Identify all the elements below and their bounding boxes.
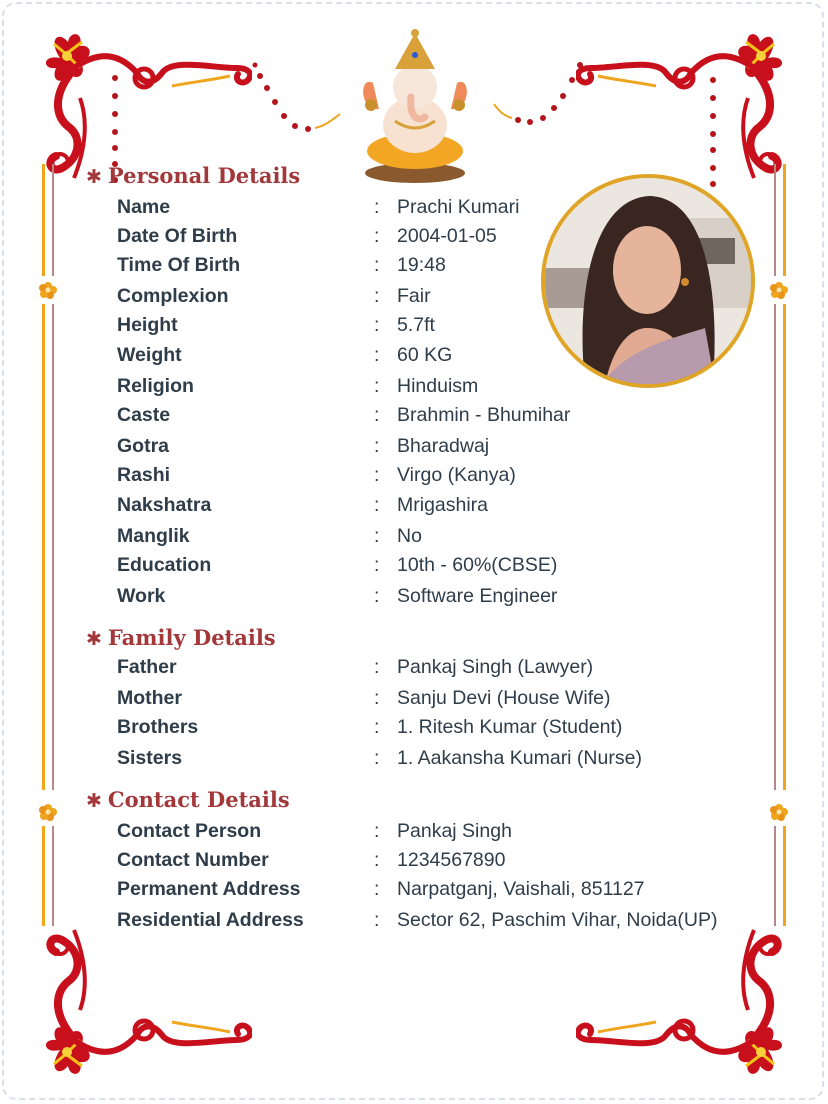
asterisk-bullet-icon: ✱: [86, 628, 102, 650]
section-title-text: Personal Details: [107, 163, 301, 188]
rosette-icon: [770, 281, 788, 299]
row-separator: :: [374, 849, 380, 871]
row-label: Gotra: [117, 435, 170, 457]
row-label: Permanent Address: [117, 878, 301, 900]
ganesha-idol-icon: [355, 25, 475, 185]
row-value: Mrigashira: [397, 494, 489, 516]
row-value: Pankaj Singh: [397, 820, 512, 842]
row-label: Complexion: [117, 285, 229, 307]
row-label: Height: [117, 314, 178, 336]
row-separator: :: [374, 196, 380, 218]
border-rail-right-thin: [774, 164, 776, 276]
section-title-text: Family Details: [107, 625, 276, 650]
row-label: Mother: [117, 687, 182, 709]
row-value: 5.7ft: [397, 314, 435, 336]
detail-row-contact-person: [117, 818, 757, 844]
row-separator: :: [374, 585, 380, 607]
row-separator: :: [374, 747, 380, 769]
border-rail-left: [42, 826, 45, 926]
border-rail-right-thin: [774, 826, 776, 926]
border-rail-right-thin: [774, 304, 776, 790]
detail-row-date-of-birth: [117, 223, 757, 249]
row-label: Father: [117, 656, 177, 678]
row-value: 1. Aakansha Kumari (Nurse): [397, 747, 642, 769]
row-separator: :: [374, 314, 380, 336]
row-label: Nakshatra: [117, 494, 212, 516]
detail-row-religion: [117, 373, 757, 399]
detail-row-name: [117, 194, 757, 220]
asterisk-bullet-icon: ✱: [86, 166, 102, 188]
row-value: 2004-01-05: [397, 225, 497, 247]
row-value: 10th - 60%(CBSE): [397, 554, 558, 576]
row-value: Brahmin - Bhumihar: [397, 404, 571, 426]
row-value: 1. Ritesh Kumar (Student): [397, 716, 623, 738]
row-value: Narpatganj, Vaishali, 851127: [397, 878, 645, 900]
row-separator: :: [374, 254, 380, 276]
row-separator: :: [374, 716, 380, 738]
row-label: Education: [117, 554, 212, 576]
section-title-text: Contact Details: [107, 787, 290, 812]
border-rail-right: [783, 164, 786, 276]
border-rail-left: [42, 164, 45, 276]
detail-row-permanent-address: [117, 876, 757, 902]
border-rail-left-thin: [52, 164, 54, 276]
row-separator: :: [374, 554, 380, 576]
border-rail-left-thin: [52, 304, 54, 790]
detail-row-time-of-birth: [117, 252, 757, 278]
row-separator: :: [374, 464, 380, 486]
row-label: Contact Person: [117, 820, 262, 842]
detail-row-caste: [117, 402, 757, 428]
row-value: 19:48: [397, 254, 446, 276]
row-label: Contact Number: [117, 849, 269, 871]
row-separator: :: [374, 375, 380, 397]
row-value: 1234567890: [397, 849, 506, 871]
row-label: Weight: [117, 344, 182, 366]
row-label: Manglik: [117, 525, 190, 547]
row-separator: :: [374, 435, 380, 457]
row-value: Prachi Kumari: [397, 196, 520, 218]
detail-row-height: [117, 312, 757, 338]
row-separator: :: [374, 494, 380, 516]
row-separator: :: [374, 285, 380, 307]
row-separator: :: [374, 878, 380, 900]
border-rail-left: [42, 304, 45, 790]
row-label: Sisters: [117, 747, 183, 769]
row-label: Rashi: [117, 464, 171, 486]
asterisk-bullet-icon: ✱: [86, 790, 102, 812]
row-separator: :: [374, 820, 380, 842]
section-title-contact-details: [86, 787, 290, 812]
row-value: Virgo (Kanya): [397, 464, 516, 486]
row-label: Brothers: [117, 716, 199, 738]
rosette-icon: [770, 803, 788, 821]
row-label: Caste: [117, 404, 171, 426]
border-rail-right: [783, 304, 786, 790]
detail-row-education: [117, 552, 757, 578]
row-value: Software Engineer: [397, 585, 558, 607]
row-separator: :: [374, 656, 380, 678]
row-separator: :: [374, 404, 380, 426]
row-value: No: [397, 525, 422, 547]
rosette-icon: [39, 803, 57, 821]
row-value: 60 KG: [397, 344, 453, 366]
row-separator: :: [374, 909, 380, 931]
row-value: Fair: [397, 285, 431, 307]
row-separator: :: [374, 344, 380, 366]
border-rail-left-thin: [52, 826, 54, 926]
detail-row-complexion: [117, 283, 757, 309]
row-value: Sanju Devi (House Wife): [397, 687, 611, 709]
detail-row-brothers: [117, 714, 757, 740]
detail-row-sisters: [117, 745, 757, 771]
row-value: Hinduism: [397, 375, 479, 397]
detail-row-manglik: [117, 523, 757, 549]
rosette-icon: [39, 281, 57, 299]
detail-row-gotra: [117, 433, 757, 459]
row-label: Work: [117, 585, 166, 607]
detail-row-rashi: [117, 462, 757, 488]
row-label: Name: [117, 196, 171, 218]
row-value: Pankaj Singh (Lawyer): [397, 656, 594, 678]
row-separator: :: [374, 525, 380, 547]
row-label: Time Of Birth: [117, 254, 241, 276]
detail-row-nakshatra: [117, 492, 757, 518]
section-title-family-details: [86, 625, 276, 650]
detail-row-contact-number: [117, 847, 757, 873]
detail-row-father: [117, 654, 757, 680]
detail-row-weight: [117, 342, 757, 368]
row-label: Religion: [117, 375, 194, 397]
bead-garland-right-icon: [480, 50, 730, 200]
row-value: Sector 62, Paschim Vihar, Noida(UP): [397, 909, 718, 931]
row-value: Bharadwaj: [397, 435, 490, 457]
row-label: Date Of Birth: [117, 225, 238, 247]
row-separator: :: [374, 687, 380, 709]
row-separator: :: [374, 225, 380, 247]
border-rail-right: [783, 826, 786, 926]
detail-row-work: [117, 583, 757, 609]
detail-row-mother: [117, 685, 757, 711]
detail-row-residential-address: [117, 907, 757, 933]
section-title-personal-details: [86, 163, 300, 188]
row-label: Residential Address: [117, 909, 304, 931]
